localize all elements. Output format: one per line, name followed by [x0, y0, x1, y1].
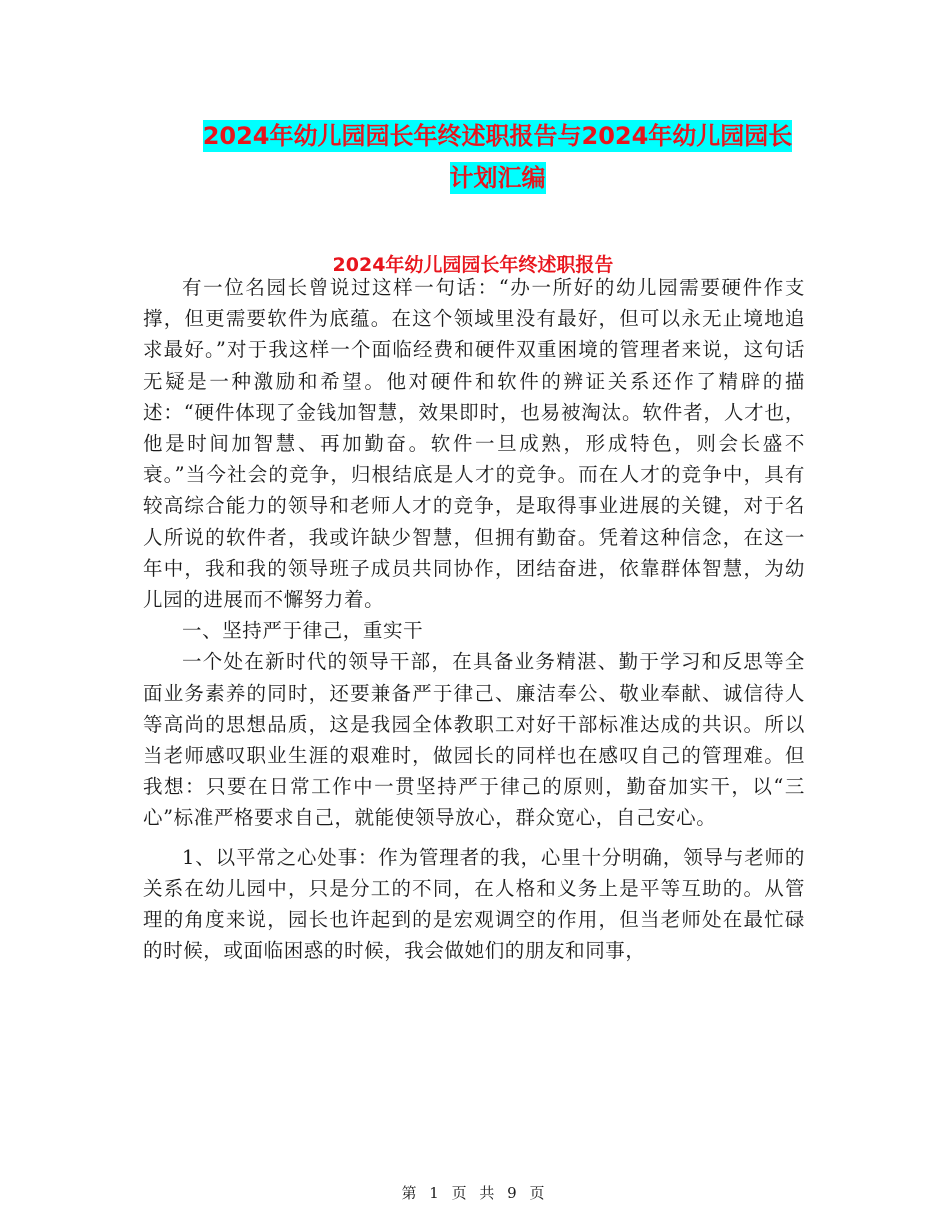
paragraph-item-1: 1、以平常之心处事：作为管理者的我，心里十分明确，领导与老师的关系在幼儿园中，只是分工的不同，在人格和义务上是平等互助的。从管理的角度来说，园长也许起到的是宏观调空的作用，但当老师处在最忙碌的时候，或面临困惑的时候，我会做她们的朋友和同事，	[143, 845, 805, 963]
paragraph-section-1: 一个处在新时代的领导干部，在具备业务精湛、勤于学习和反思等全面业务素养的同时，还要兼备严于律己、廉洁奉公、敬业奉献、诚信待人等高尚的思想品质，这是我园全体教职工对好干部标准达成的共识。所以当老师感叹职业生涯的艰难时，做园长的同样也在感叹自己的管理难。但我想：只要在日常工作中一贯坚持严于律己的原则，勤奋加实干，以“三心”标准严格要求自己，就能使领导放心，群众宽心，自己安心。	[143, 650, 805, 830]
section-title: 2024年幼儿园园长年终述职报告	[332, 254, 614, 276]
title-highlight-2: 计划汇编	[449, 164, 546, 192]
document-title-line1	[140, 116, 855, 151]
document-body	[143, 272, 805, 966]
document-title-line2	[140, 158, 855, 193]
paragraph-intro: 有一位名园长曾说过这样一句话：“办一所好的幼儿园需要硬件作支撑，但更需要软件为底蕴。在这个领域里没有最好，但可以永无止境地追求最好。”对于我这样一个面临经费和硬件双重困境的管理者来说，这句话无疑是一种激励和希望。他对硬件和软件的辨证关系还作了精辟的描述：“硬件体现了金钱加智慧，效果即时，也易被淘汰。软件者，人才也，他是时间加智慧、再加勤奋。软件一旦成熟，形成特色，则会长盛不衰。”当今社会的竞争，归根结底是人才的竞争。而在人才的竞争中，具有较高综合能力的领导和老师人才的竞争，是取得事业进展的关键，对于名人所说的软件者，我或许缺少智慧，但拥有勤奋。凭着这种信念，在这一年中，我和我的领导班子成员共同协作，团结奋进，依靠群体智慧，为幼儿园的进展而不懈努力着。	[143, 276, 805, 612]
heading-section-1: 一、坚持严于律己，重实干	[182, 619, 424, 643]
page-footer: 第 1 页 共 9 页	[401, 1184, 549, 1202]
title-highlight-1: 2024年幼儿园园长年终述职报告与2024年幼儿园园长	[202, 122, 793, 150]
